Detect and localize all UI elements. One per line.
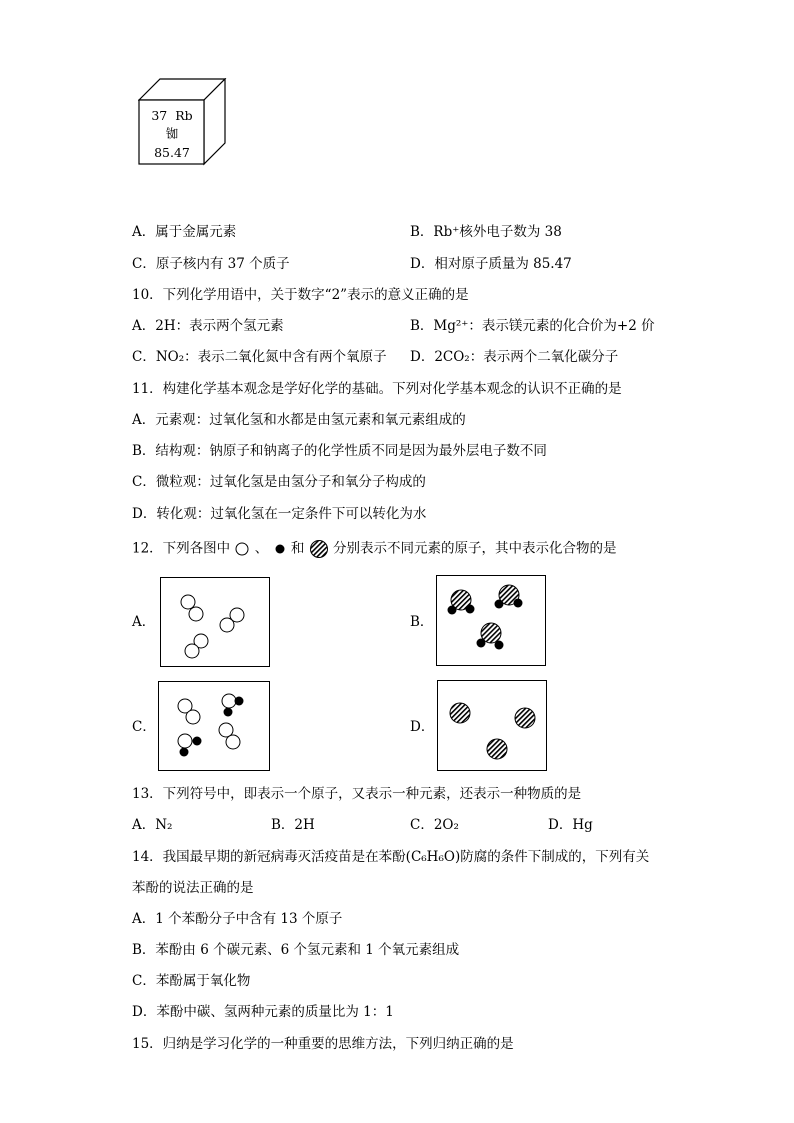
q11-option-d: D．转化观：过氧化氢在一定条件下可以转化为水	[132, 506, 427, 522]
q14-option-a: A．1 个苯酚分子中含有 13 个原子	[132, 911, 343, 927]
q11-option-a: A．元素观：过氧化氢和水都是由氢元素和氧元素组成的	[132, 412, 466, 428]
q15-stem: 15．归纳是学习化学的一种重要的思维方法，下列归纳正确的是	[132, 1036, 514, 1052]
q13-stem: 13．下列符号中，即表示一个原子，又表示一种元素，还表示一种物质的是	[132, 786, 582, 802]
q12-stem-and: 和	[290, 540, 305, 557]
q12-diagram-d	[437, 680, 547, 771]
q14-stem-line-2: 苯酚的说法正确的是	[132, 880, 254, 896]
element-mass: 85.47	[154, 145, 190, 160]
q12-diagram-b	[436, 575, 546, 666]
q13-option-b: B．2H	[271, 817, 315, 833]
q12-stem-part-b: 分别表示不同元素的原子，其中表示化合物的是	[332, 540, 617, 557]
element-card	[138, 78, 228, 172]
q9-option-c: C．原子核内有 37 个质子	[132, 256, 290, 272]
q10-option-b: B．Mg²⁺：表示镁元素的化合价为+2 价	[410, 318, 655, 334]
filled-dot-atom-icon	[273, 541, 287, 557]
q12-diagram-c	[158, 681, 270, 771]
q10-option-c: C．NO₂：表示二氧化氮中含有两个氧原子	[132, 349, 387, 365]
q12-stem-separator: 、	[254, 540, 269, 557]
q14-stem-line-1: 14．我国最早期的新冠病毒灭活疫苗是在苯酚(C₆H₆O)防腐的条件下制成的，下列有关	[132, 849, 650, 865]
q11-stem: 11．构建化学基本观念是学好化学的基础。下列对化学基本观念的认识不正确的是	[132, 381, 622, 397]
q9-option-d: D．相对原子质量为 85.47	[410, 256, 572, 272]
q12-label-b: B．	[410, 614, 434, 630]
q12-label-c: C．	[132, 719, 156, 735]
q13-option-c: C．2O₂	[410, 817, 459, 833]
q14-option-d: D．苯酚中碳、氢两种元素的质量比为 1：1	[132, 1004, 394, 1020]
q10-option-d: D．2CO₂：表示两个二氧化碳分子	[410, 349, 619, 365]
q11-option-b: B．结构观：钠原子和钠离子的化学性质不同是因为最外层电子数不同	[132, 443, 547, 459]
q10-stem: 10．下列化学用语中，关于数字“2”表示的意义正确的是	[132, 287, 469, 303]
q12-stem	[132, 539, 616, 559]
q9-option-a: A．属于金属元素	[132, 224, 237, 240]
element-number-symbol	[137, 108, 207, 124]
element-symbol: Rb	[175, 108, 193, 123]
q12-label-a: A．	[132, 614, 156, 630]
q12-label-d: D．	[410, 719, 435, 735]
hatched-circle-atom-icon	[309, 539, 329, 559]
q9-option-b: B．Rb⁺核外电子数为 38	[410, 224, 562, 240]
q12-diagram-a	[160, 577, 270, 667]
q14-option-c: C．苯酚属于氧化物	[132, 973, 251, 989]
element-name: 铷	[165, 126, 179, 141]
q13-option-d: D．Hg	[548, 817, 593, 833]
q12-stem-part-a: 12．下列各图中	[132, 540, 231, 557]
element-number: 37	[151, 108, 168, 123]
open-circle-atom-icon	[234, 541, 250, 557]
q11-option-c: C．微粒观：过氧化氢是由氢分子和氧分子构成的	[132, 474, 426, 490]
q10-option-a: A．2H：表示两个氢元素	[132, 318, 284, 334]
q13-option-a: A．N₂	[132, 817, 173, 833]
q14-option-b: B．苯酚由 6 个碳元素、6 个氢元素和 1 个氧元素组成	[132, 942, 460, 958]
